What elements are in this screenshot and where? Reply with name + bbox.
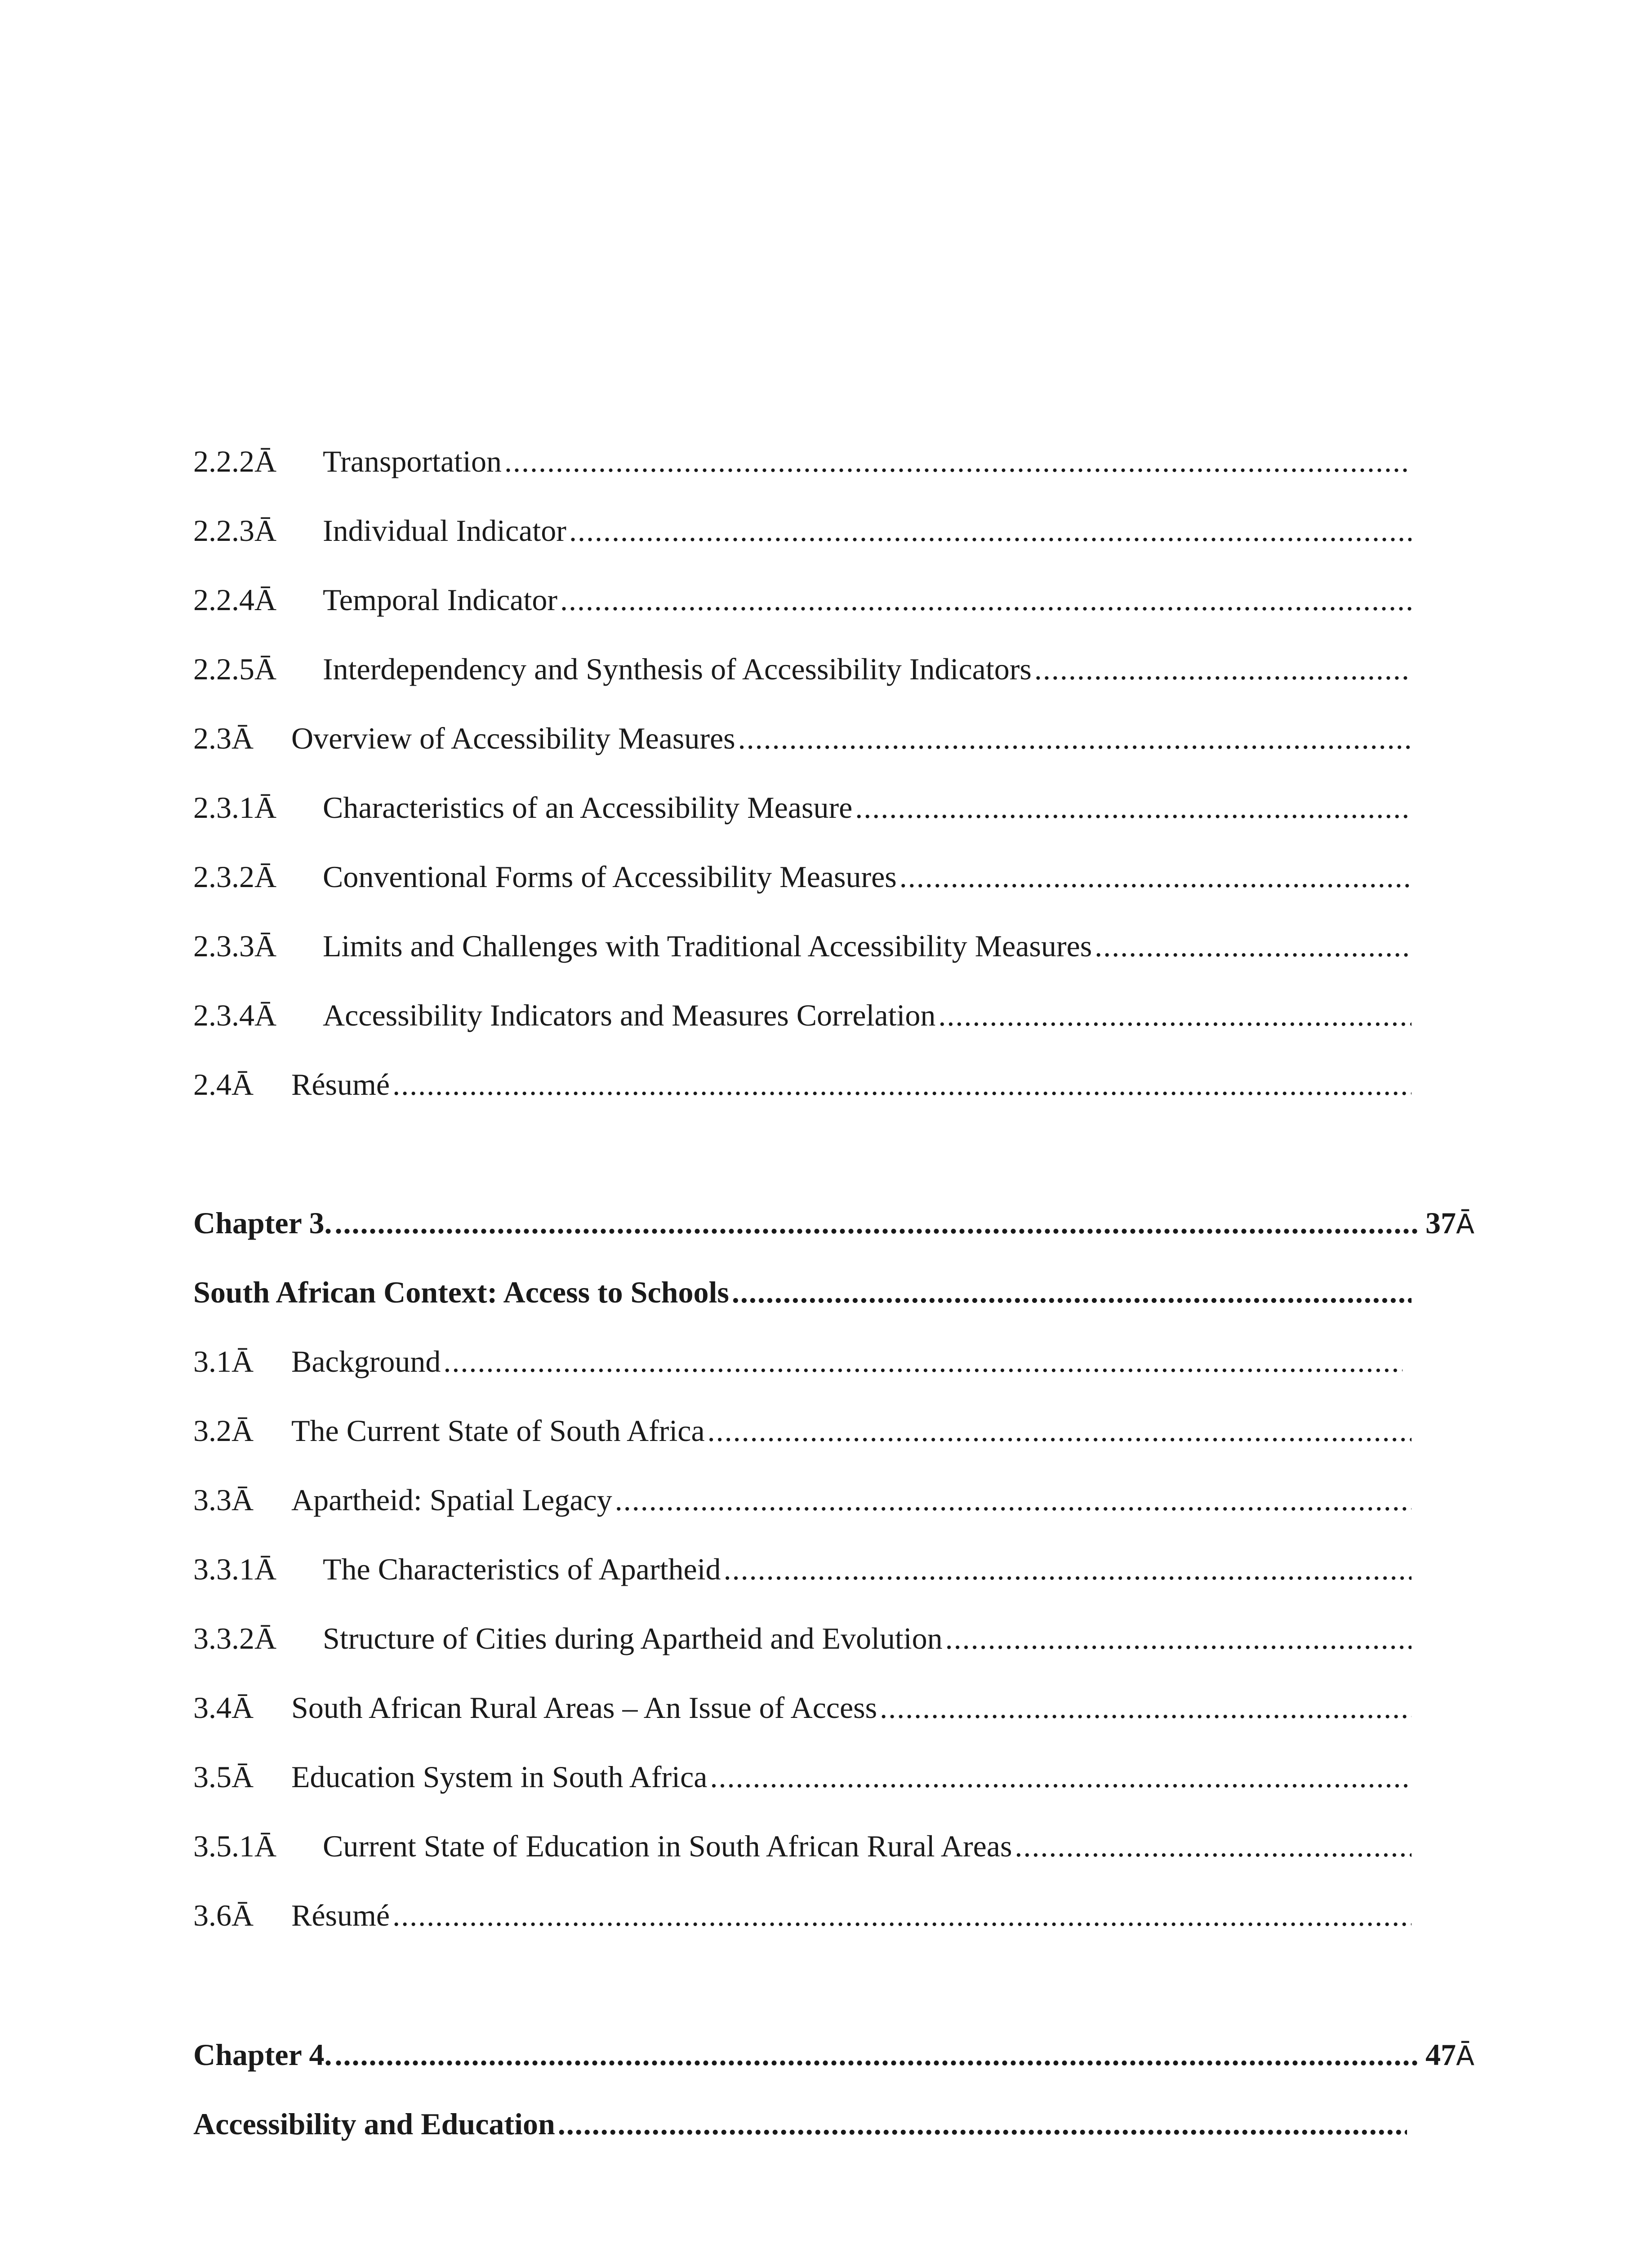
section-number: 2.2.2Ā	[193, 444, 277, 478]
toc-chapter-3[interactable]	[193, 1196, 1474, 1250]
section-number: 2.3.1Ā	[193, 790, 277, 825]
section-title: Temporal Indicator	[323, 583, 558, 617]
dot-leader	[935, 988, 1412, 1042]
section-number: 3.1Ā	[193, 1344, 254, 1378]
section-title: Transportation	[323, 444, 502, 478]
chapter-page-number: 37Ā	[1425, 1206, 1474, 1240]
chapter-subtitle: Accessibility and Education	[193, 2107, 555, 2141]
section-number: 3.6Ā	[193, 1898, 254, 1932]
chapter-label: Chapter 3.	[193, 1206, 332, 1240]
section-title: Individual Indicator	[323, 513, 566, 548]
chapter-page-number: 47Ā	[1425, 2038, 1474, 2072]
toc-entry-3-2[interactable]	[193, 1404, 1412, 1458]
toc-chapter-3-subtitle[interactable]	[193, 1265, 1412, 1319]
dot-leader	[729, 1265, 1412, 1319]
dot-leader	[1012, 1819, 1412, 1873]
dot-leader	[441, 1334, 1403, 1388]
toc-entry-3-6[interactable]	[193, 1888, 1412, 1942]
section-number: 2.3.2Ā	[193, 860, 277, 894]
toc-entry-2-3-3[interactable]	[193, 919, 1412, 973]
chapter-label: Chapter 4.	[193, 2038, 332, 2072]
section-number: 3.3.1Ā	[193, 1552, 277, 1586]
toc-entry-3-1[interactable]	[193, 1334, 1403, 1388]
section-number: 2.2.5Ā	[193, 652, 277, 686]
dot-leader	[502, 434, 1412, 488]
section-title: Overview of Accessibility Measures	[291, 721, 735, 755]
section-number: 2.2.3Ā	[193, 513, 277, 548]
dot-leader	[332, 1196, 1417, 1250]
toc-entry-2-2-4[interactable]	[193, 573, 1412, 627]
dot-leader	[852, 781, 1412, 834]
toc-entry-2-4[interactable]	[193, 1057, 1412, 1111]
section-number: 3.3.2Ā	[193, 1621, 277, 1655]
section-number: 2.3.3Ā	[193, 929, 277, 963]
toc-entry-2-3-2[interactable]	[193, 850, 1412, 904]
section-number: 2.4Ā	[193, 1067, 254, 1102]
toc-chapter-4-subtitle[interactable]	[193, 2097, 1407, 2151]
section-number: 2.2.4Ā	[193, 583, 277, 617]
toc-chapter-4[interactable]	[193, 2028, 1474, 2082]
dot-leader	[721, 1542, 1412, 1596]
dot-leader	[557, 573, 1412, 627]
dot-leader	[707, 1750, 1412, 1804]
section-number: 3.3Ā	[193, 1483, 254, 1517]
dot-leader	[390, 1057, 1412, 1111]
section-title: Education System in South Africa	[291, 1760, 708, 1794]
dot-leader	[566, 504, 1412, 558]
toc-entry-2-2-5[interactable]	[193, 642, 1412, 696]
dot-leader	[1032, 642, 1412, 696]
toc-entry-2-3-1[interactable]	[193, 781, 1412, 834]
section-title: South African Rural Areas – An Issue of Access	[291, 1690, 877, 1725]
section-number: 3.5Ā	[193, 1760, 254, 1794]
section-title: Current State of Education in South African Rural Areas	[323, 1829, 1012, 1863]
toc-entry-3-3-2[interactable]	[193, 1611, 1412, 1665]
dot-leader	[555, 2097, 1407, 2151]
toc-entry-2-3[interactable]	[193, 711, 1412, 765]
toc-entry-3-5-1[interactable]	[193, 1819, 1412, 1873]
dot-leader	[897, 850, 1412, 904]
section-title: Structure of Cities during Apartheid and Evolution	[323, 1621, 943, 1655]
dot-leader	[390, 1888, 1412, 1942]
section-title: Résumé	[291, 1067, 390, 1102]
section-title: Characteristics of an Accessibility Measure	[323, 790, 853, 825]
toc-entry-3-3-1[interactable]	[193, 1542, 1412, 1596]
dot-leader	[332, 2028, 1417, 2082]
section-title: Apartheid: Spatial Legacy	[291, 1483, 612, 1517]
section-title: Résumé	[291, 1898, 390, 1932]
section-title: Conventional Forms of Accessibility Measures	[323, 860, 897, 894]
toc-entry-3-5[interactable]	[193, 1750, 1412, 1804]
section-number: 2.3Ā	[193, 721, 254, 755]
section-number: 3.4Ā	[193, 1690, 254, 1725]
section-number: 3.2Ā	[193, 1414, 254, 1448]
section-number: 2.3.4Ā	[193, 998, 277, 1032]
toc-entry-3-4[interactable]	[193, 1681, 1412, 1735]
section-title: Interdependency and Synthesis of Accessibility Indicators	[323, 652, 1032, 686]
dot-leader	[705, 1404, 1412, 1458]
toc-entry-3-3[interactable]	[193, 1473, 1412, 1527]
toc-entry-2-2-2[interactable]	[193, 434, 1412, 488]
section-title: Accessibility Indicators and Measures Correlation	[323, 998, 936, 1032]
chapter-subtitle: South African Context: Access to Schools	[193, 1275, 729, 1309]
dot-leader	[877, 1681, 1412, 1735]
toc-entry-2-3-4[interactable]	[193, 988, 1412, 1042]
dot-leader	[943, 1611, 1412, 1665]
section-title: The Characteristics of Apartheid	[323, 1552, 721, 1586]
section-title: The Current State of South Africa	[291, 1414, 705, 1448]
section-title: Background	[291, 1344, 441, 1378]
section-title: Limits and Challenges with Traditional Accessibility Measures	[323, 929, 1092, 963]
dot-leader	[1092, 919, 1412, 973]
dot-leader	[612, 1473, 1412, 1527]
toc-entry-2-2-3[interactable]	[193, 504, 1412, 558]
section-number: 3.5.1Ā	[193, 1829, 277, 1863]
dot-leader	[735, 711, 1412, 765]
